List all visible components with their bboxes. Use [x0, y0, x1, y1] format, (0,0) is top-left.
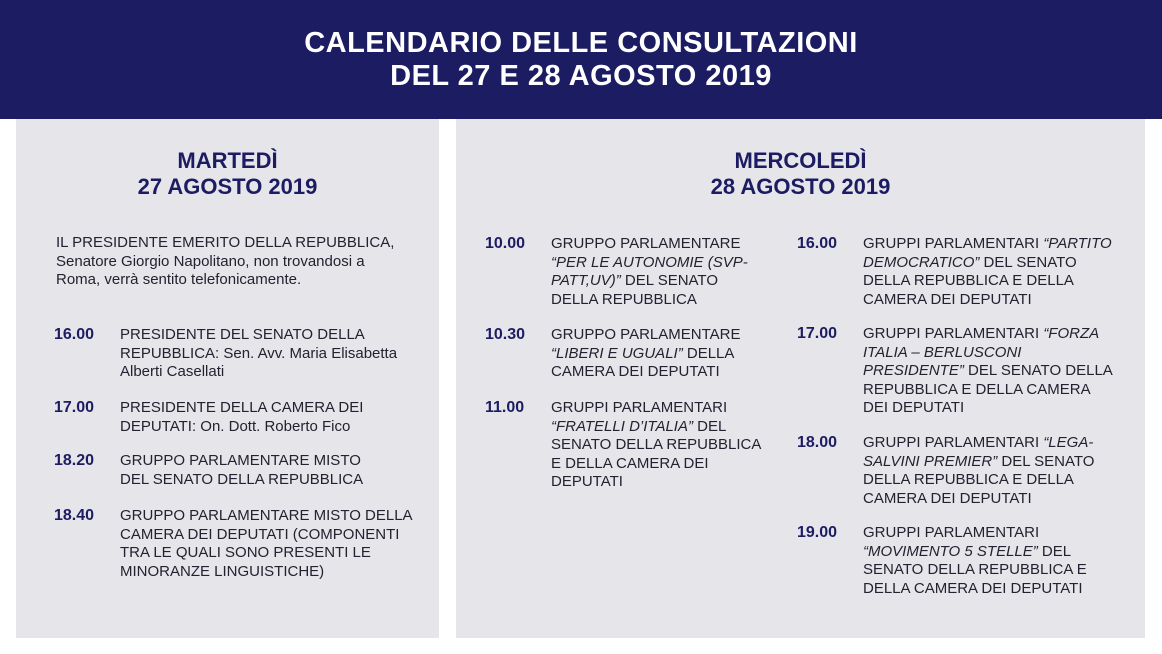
day-date: 27 AGOSTO 2019 — [137, 174, 318, 199]
entry-group-name: “LIBERI E UGUALI” — [551, 344, 683, 362]
schedule-entry — [54, 507, 414, 581]
schedule-entry — [485, 235, 775, 309]
day-weekday: MARTEDÌ — [177, 148, 278, 173]
entry-chamber: DEL SENATO DELLA REPUBBLICA E DELLA CAMERA DEI DEPUTATI — [863, 253, 1077, 308]
entry-chamber: DEL SENATO DELLA REPUBBLICA — [551, 272, 718, 308]
entry-group-type: GRUPPO PARLAMENTARE — [551, 326, 741, 343]
entry-text — [551, 235, 766, 309]
entry-group-type: GRUPPI PARLAMENTARI — [863, 235, 1044, 252]
entry-text — [551, 326, 766, 382]
entry-group-name: “FRATELLI D’ITALIA” — [551, 417, 693, 435]
entry-text: PRESIDENTE DELLA CAMERA DEI DEPUTATI: On. Dott. Roberto Fico — [120, 399, 364, 435]
entry-time: 18.40 — [54, 507, 95, 524]
schedule-entry — [54, 452, 414, 489]
entry-text — [551, 399, 766, 492]
entry-chamber: DEL SENATO DELLA REPUBBLICA E DELLA CAMERA DEI DEPUTATI — [863, 542, 1087, 597]
entry-time: 16.00 — [54, 326, 95, 343]
entry-group-name: “PARTITO DEMOCRATICO” — [863, 235, 1112, 271]
schedule-entry — [485, 399, 775, 492]
entry-time: 17.00 — [54, 399, 95, 416]
schedule-entry — [797, 434, 1117, 508]
emeritus-note: IL PRESIDENTE EMERITO DELLA REPUBBLICA, Senatore Giorgio Napolitano, non trovandosi a Roma, verrà sentito telefonicamente. — [56, 234, 395, 288]
entry-text — [863, 434, 1103, 508]
entry-group-type: GRUPPO PARLAMENTARE — [551, 235, 741, 252]
entry-group-name: “LEGA-SALVINI PREMIER” — [863, 434, 1094, 470]
schedule-entry — [54, 326, 414, 382]
entry-time: 10.30 — [485, 326, 526, 343]
day-heading — [16, 148, 439, 200]
entry-text — [863, 325, 1113, 418]
entry-group-name: “FORZA ITALIA – BERLUSCONI PRESIDENTE” — [863, 325, 1099, 379]
entry-time: 11.00 — [485, 399, 525, 416]
day-panel-tuesday — [16, 119, 439, 638]
entry-time: 18.00 — [797, 434, 838, 451]
entry-text — [863, 524, 1103, 598]
entry-group-name: “PER LE AUTONOMIE (SVP-PATT,UV)” — [551, 253, 748, 289]
entry-text: GRUPPO PARLAMENTARE MISTO DELLA CAMERA DEI DEPUTATI (COMPONENTI TRA LE QUALI SONO PRESENTI LE MINORANZE LINGUISTICHE) — [120, 507, 412, 580]
entry-group-type: GRUPPI PARLAMENTARI — [551, 399, 728, 416]
entry-time: 17.00 — [797, 325, 838, 342]
entry-chamber: DELLA CAMERA DEI DEPUTATI — [551, 344, 734, 380]
day-date: 28 AGOSTO 2019 — [710, 174, 891, 199]
entry-time: 10.00 — [485, 235, 526, 252]
entry-text: GRUPPO PARLAMENTARE MISTO DEL SENATO DELLA REPUBBLICA — [120, 452, 364, 488]
schedule-entry — [485, 326, 775, 382]
page-header — [0, 0, 1162, 119]
entry-time: 18.20 — [54, 452, 95, 469]
entry-group-name: “MOVIMENTO 5 STELLE” — [863, 542, 1038, 560]
entry-group-type: GRUPPI PARLAMENTARI — [863, 434, 1044, 451]
entry-chamber: DEL SENATO DELLA REPUBBLICA E DELLA CAMERA DEI DEPUTATI — [551, 417, 761, 490]
entry-time: 19.00 — [797, 524, 838, 541]
schedule-entry — [797, 235, 1117, 309]
entry-group-type: GRUPPI PARLAMENTARI — [863, 524, 1040, 541]
entry-chamber: DEL SENATO DELLA REPUBBLICA E DELLA CAMERA DEI DEPUTATI — [863, 362, 1112, 416]
day-panel-wednesday — [456, 119, 1145, 638]
entry-time: 16.00 — [797, 235, 838, 252]
entry-text: PRESIDENTE DEL SENATO DELLA REPUBBLICA: Sen. Avv. Maria Elisabetta Alberti Casellati — [120, 326, 398, 380]
schedule-entry — [54, 399, 414, 436]
page-title-line-1: CALENDARIO DELLE CONSULTAZIONI — [304, 26, 858, 59]
schedule-entry — [797, 325, 1117, 418]
entry-text — [863, 235, 1113, 309]
schedule-entry — [797, 524, 1117, 598]
entry-group-type: GRUPPI PARLAMENTARI — [863, 325, 1044, 342]
page-title-line-2: DEL 27 E 28 AGOSTO 2019 — [390, 59, 772, 92]
entry-chamber: DEL SENATO DELLA REPUBBLICA E DELLA CAMERA DEI DEPUTATI — [863, 452, 1095, 507]
day-heading — [456, 148, 1145, 200]
day-weekday: MERCOLEDÌ — [734, 148, 867, 173]
